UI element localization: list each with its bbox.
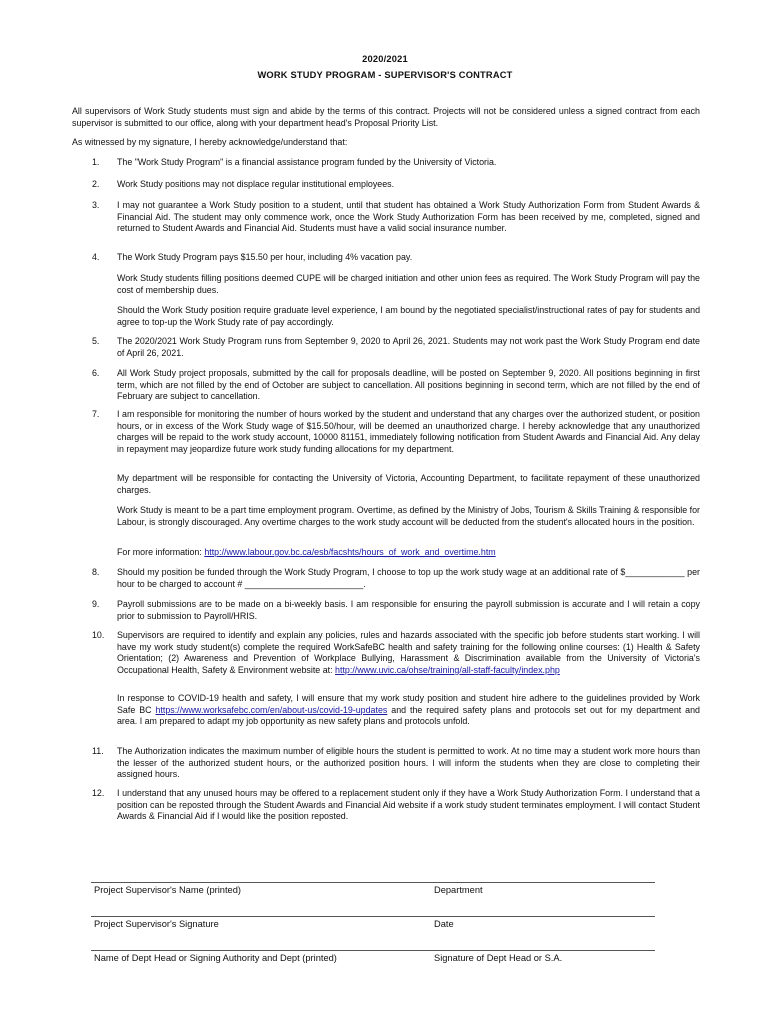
- item-text: The "Work Study Program" is a financial assistance program funded by the University of Victoria.: [117, 157, 497, 167]
- department-label: Department: [434, 885, 483, 895]
- item-text: All Work Study project proposals, submitted by the call for proposals deadline, will be posted on September 9, 2020. All positions beginning in first term, which are not filled by the end of October are subject to cancellation. All positions beginning in second term, which are not filled by the end of February are subject to cancellation.: [117, 368, 700, 402]
- labour-overtime-link[interactable]: http://www.labour.gov.bc.ca/esb/facshts/hours_of_work_and_overtime.htm: [204, 547, 496, 557]
- item-7-more-info: [117, 547, 700, 559]
- item-7-overtime-note: Work Study is meant to be a part time employment program. Overtime, as defined by the Ministry of Jobs, Tourism & Skills Training & responsible for Labour, is strongly discouraged. Any overtime charges to the work study account will be deducted from the student's allocated hours in the position.: [117, 505, 700, 527]
- item-number: 7.: [92, 409, 100, 419]
- contract-title: WORK STUDY PROGRAM - SUPERVISOR'S CONTRACT: [257, 70, 513, 80]
- item-text: I am responsible for monitoring the number of hours worked by the student and understand that any charges over the authorized student, or position hours, or in excess of the Work Study wage of $15.50/hour, will be deemed an unauthorized charge. I hereby acknowledge that any unauthorized charges will be repaid to the work study account, 10000 81151, immediately following notification from Student Awards and Financial Aid. Any delay in repayment may jeopardize future work study funding allocations for my department.: [117, 409, 700, 454]
- item-number: 8.: [92, 567, 100, 577]
- supervisor-signature-label: Project Supervisor's Signature: [94, 919, 219, 929]
- item-4-graduate-note: Should the Work Study position require graduate level experience, I am bound by the negotiated specialist/instructional rates of pay for students and agree to top-up the Work Study rate of pay accordingly.: [117, 305, 700, 327]
- covid-note-post: and the required safety plans and protocols set out for my department and area. I am prepared to adapt my job opportunity as new safety plans and protocols unfold.: [117, 704, 700, 727]
- item-number: 1.: [92, 157, 100, 167]
- date-label: Date: [434, 919, 454, 929]
- item-10-text: Supervisors are required to identify and explain any policies, rules and hazards associated with the specific job before students start working. I will have my work study student(s) complete the required WorkSafeBC health and safety training for the following online courses: (1) Health & Safety Orientation; (2) Awareness and Prevention of Workplace Bullying, Harassment & Discrimination available from the University of Victoria's Occupational Health, Safety & Environment website at:: [117, 630, 700, 675]
- item-text: The Authorization indicates the maximum number of eligible hours the student is permitted to work. At no time may a student work more hours than the lesser of the authorized student hours, or the authorized position hours. I will inform the students when they are close to completing their assigned hours.: [117, 746, 700, 780]
- item-text: I may not guarantee a Work Study position to a student, until that student has obtained a Work Study Authorization Form from Student Awards & Financial Aid. The student may only commence work, once the Work Study Authorization Form has been received by me, completed, signed and returned to Student Awards and Financial Aid. Students must have a valid social insurance number.: [117, 200, 700, 234]
- witness-statement: As witnessed by my signature, I hereby acknowledge/understand that:: [72, 137, 348, 147]
- item-text: I understand that any unused hours may be offered to a replacement student only if they have a Work Study Authorization Form. I understand that a position can be reposted through the Student Awards and Financial Aid website if a work study student terminates employment. I will contact Student Awards & Financial Aid if I would like the position reposted.: [117, 788, 700, 822]
- signature-line: [91, 882, 655, 883]
- item-10-covid-note: [117, 693, 700, 728]
- item-text: Payroll submissions are to be made on a bi-weekly basis. I am responsible for ensuring the payroll submission is accurate and I will retain a copy prior to submission to Payroll/HRIS.: [117, 599, 700, 621]
- intro-paragraph: All supervisors of Work Study students must sign and abide by the terms of this contract. Projects will not be considered unless a signed contract from each supervisor is submitted to our office, along with your department head's Proposal Priority List.: [72, 106, 700, 128]
- more-info-label: For more information:: [117, 547, 205, 557]
- item-text: The Work Study Program pays $15.50 per hour, including 4% vacation pay.: [117, 252, 413, 262]
- dept-head-signature-label: Signature of Dept Head or S.A.: [434, 953, 563, 963]
- item-number: 9.: [92, 599, 100, 609]
- item-number: 6.: [92, 368, 100, 378]
- item-number: 3.: [92, 200, 100, 210]
- item-number: 11.: [92, 746, 104, 756]
- item-number: 10.: [92, 630, 105, 640]
- item-number: 4.: [92, 252, 100, 262]
- signature-line: [91, 916, 655, 917]
- item-text: [117, 630, 700, 676]
- item-text: Work Study positions may not displace regular institutional employees.: [117, 179, 395, 189]
- contract-year: 2020/2021: [362, 54, 408, 64]
- dept-head-name-label: Name of Dept Head or Signing Authority and Dept (printed): [94, 953, 337, 963]
- worksafebc-covid-link[interactable]: https://www.worksafebc.com/en/about-us/covid-19-updates: [155, 704, 388, 715]
- item-number: 12.: [92, 788, 105, 798]
- uvic-ohse-training-link[interactable]: http://www.uvic.ca/ohse/training/all-staff-faculty/index.php: [335, 664, 560, 675]
- item-4-cupe-note: Work Study students filling positions deemed CUPE will be charged initiation and other union fees as required. The Work Study Program will pay the cost of membership dues.: [117, 273, 700, 295]
- item-text: Should my position be funded through the Work Study Program, I choose to top up the work study wage at an additional rate of $____________ per hour to be charged to account # ________________________.: [117, 567, 700, 589]
- item-number: 5.: [92, 336, 100, 346]
- item-7-accounting-note: My department will be responsible for contacting the University of Victoria, Accounting Department, to facilitate repayment of these unauthorized charges.: [117, 473, 700, 495]
- supervisor-name-label: Project Supervisor's Name (printed): [94, 885, 241, 895]
- covid-note-pre: In response to COVID-19 health and safety, I will ensure that my work study position and student hire adhere to the guidelines provided by Work Safe BC: [117, 693, 700, 715]
- signature-line: [91, 950, 655, 951]
- item-text: The 2020/2021 Work Study Program runs from September 9, 2020 to April 26, 2021. Students may not work past the Work Study Program end date of April 26, 2021.: [117, 336, 700, 358]
- item-number: 2.: [92, 179, 100, 189]
